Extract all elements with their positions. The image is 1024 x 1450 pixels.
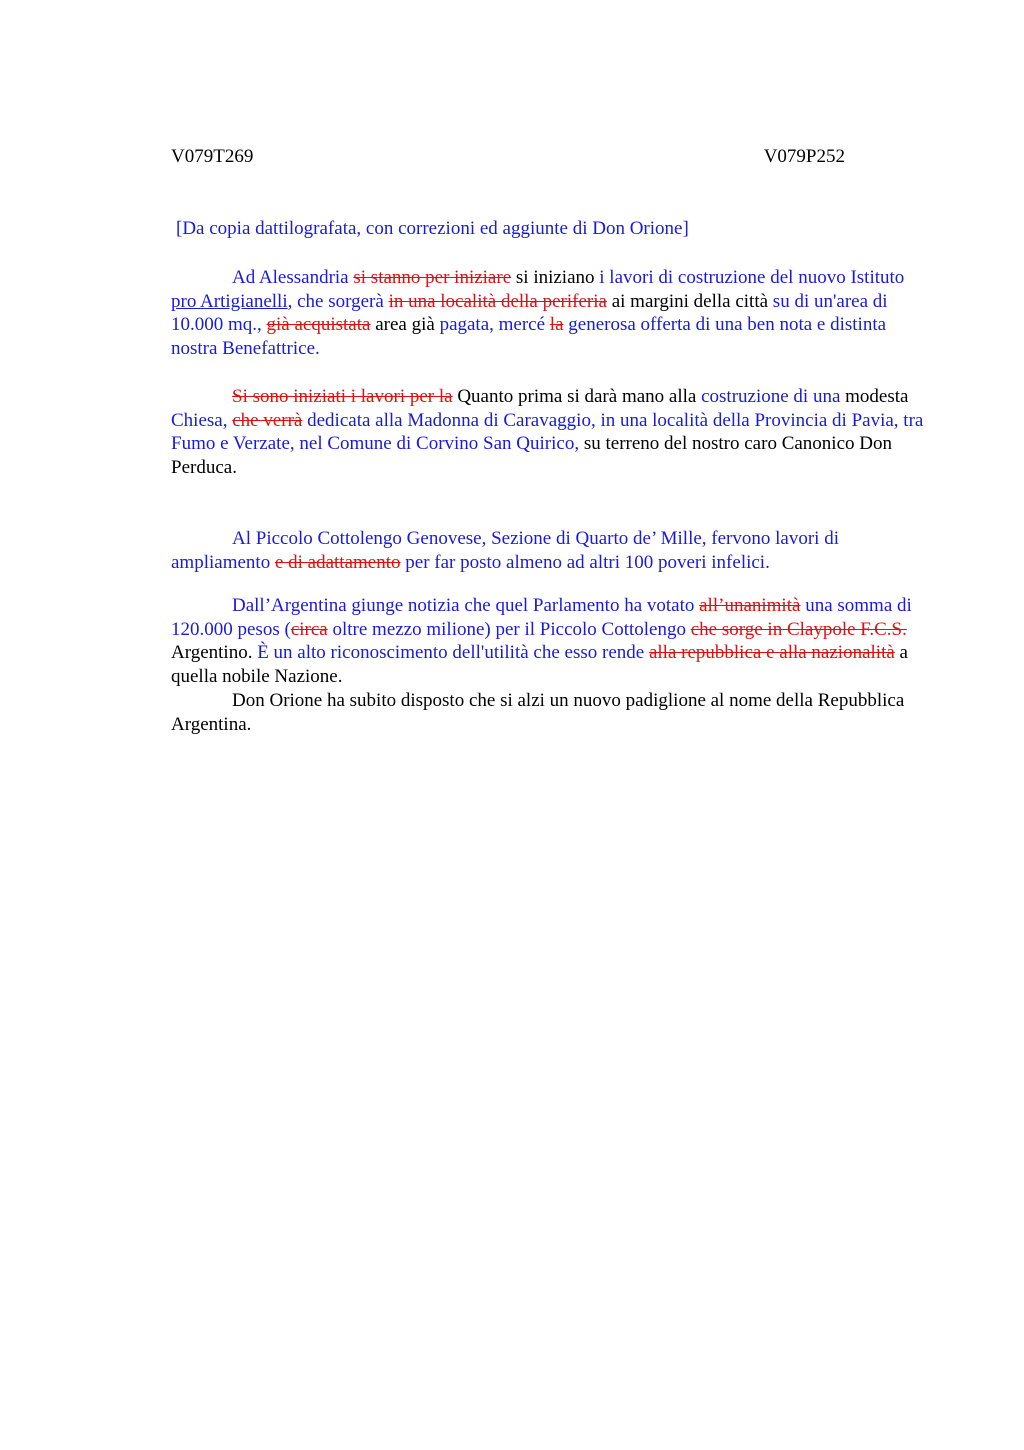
paragraph-argentina [171,594,931,689]
inserted-text: generosa offerta di una ben nota e distinta nostra Benefattrice. [171,314,887,360]
inserted-text: su di un'area di 10.000 mq., [171,290,888,336]
inserted-text: per far posto almeno ad altri 100 poveri infelici. [400,551,770,573]
original-text: area già [370,314,440,336]
inserted-text: pagata, mercé [439,314,550,336]
deleted-text: circa [290,618,328,640]
deleted-text: si stanno per iniziare [353,267,512,288]
original-text: su terreno del nostro caro Canonico Don Perduca. [171,433,892,479]
inserted-text: i lavori di costruzione del nuovo Istituto [599,267,905,288]
original-text: Quanto prima si darà mano alla [452,386,702,407]
inserted-text: Ad Alessandria [232,267,354,288]
inserted-text: Chiesa, [171,409,233,431]
deleted-text: e di adattamento [274,551,401,573]
inserted-text: dedicata alla Madonna di Caravaggio, in una località della Provincia di Pavia, tra Fumo e Verzate, nel Comune di Corvino San Quirico, [171,409,924,455]
original-text: Argentino. [171,642,258,664]
source-note: [Da copia dattilografata, con correzioni ed aggiunte di Don Orione] [176,218,689,239]
document-code-left: V079T269 [171,146,254,167]
original-text: modesta [840,386,909,407]
document-header [171,146,845,172]
inserted-text: oltre mezzo milione) per il Piccolo Cottolengo [327,618,691,640]
inserted-underlined-text: pro Artigianelli [171,290,288,312]
inserted-text: costruzione di una [701,386,841,407]
deleted-text: all’unanimità [699,595,801,616]
deleted-text: che sorge in Claypole F.C.S. [690,618,907,640]
inserted-text: Al Piccolo Cottolengo Genovese, Sezione di Quarto de’ Mille, fervono lavori di ampliamento [171,528,839,573]
inserted-text: Dall’Argentina giunge notizia che quel Parlamento ha votato [232,595,700,616]
document-code-right: V079P252 [763,146,845,167]
original-text: Don Orione ha subito disposto che si alzi un nuovo padiglione al nome della Repubblica Argentina. [171,690,905,735]
original-text: a quella nobile Nazione. [171,642,908,688]
deleted-text: Si sono iniziati i lavori per la [232,386,453,407]
deleted-text: che verrà [232,409,303,431]
inserted-text: una somma di 120.000 pesos ( [171,595,912,640]
deleted-text: la [549,314,564,336]
paragraph-piccolo-cottolengo-genovese [171,527,931,574]
deleted-text: già acquistata [266,314,371,336]
deleted-text: in una località della periferia [388,290,607,312]
deleted-text: alla repubblica e alla nazionalità [648,642,895,664]
paragraph-chiesa-caravaggio [171,385,931,480]
original-text: ai margini della città [606,290,773,312]
inserted-text: , che sorgerà [287,290,389,312]
original-text: si iniziano [511,267,600,288]
paragraph-padiglione [171,689,931,736]
inserted-text: È un alto riconoscimento dell'utilità che esso rende [257,642,649,664]
paragraph-alessandria [171,266,931,361]
